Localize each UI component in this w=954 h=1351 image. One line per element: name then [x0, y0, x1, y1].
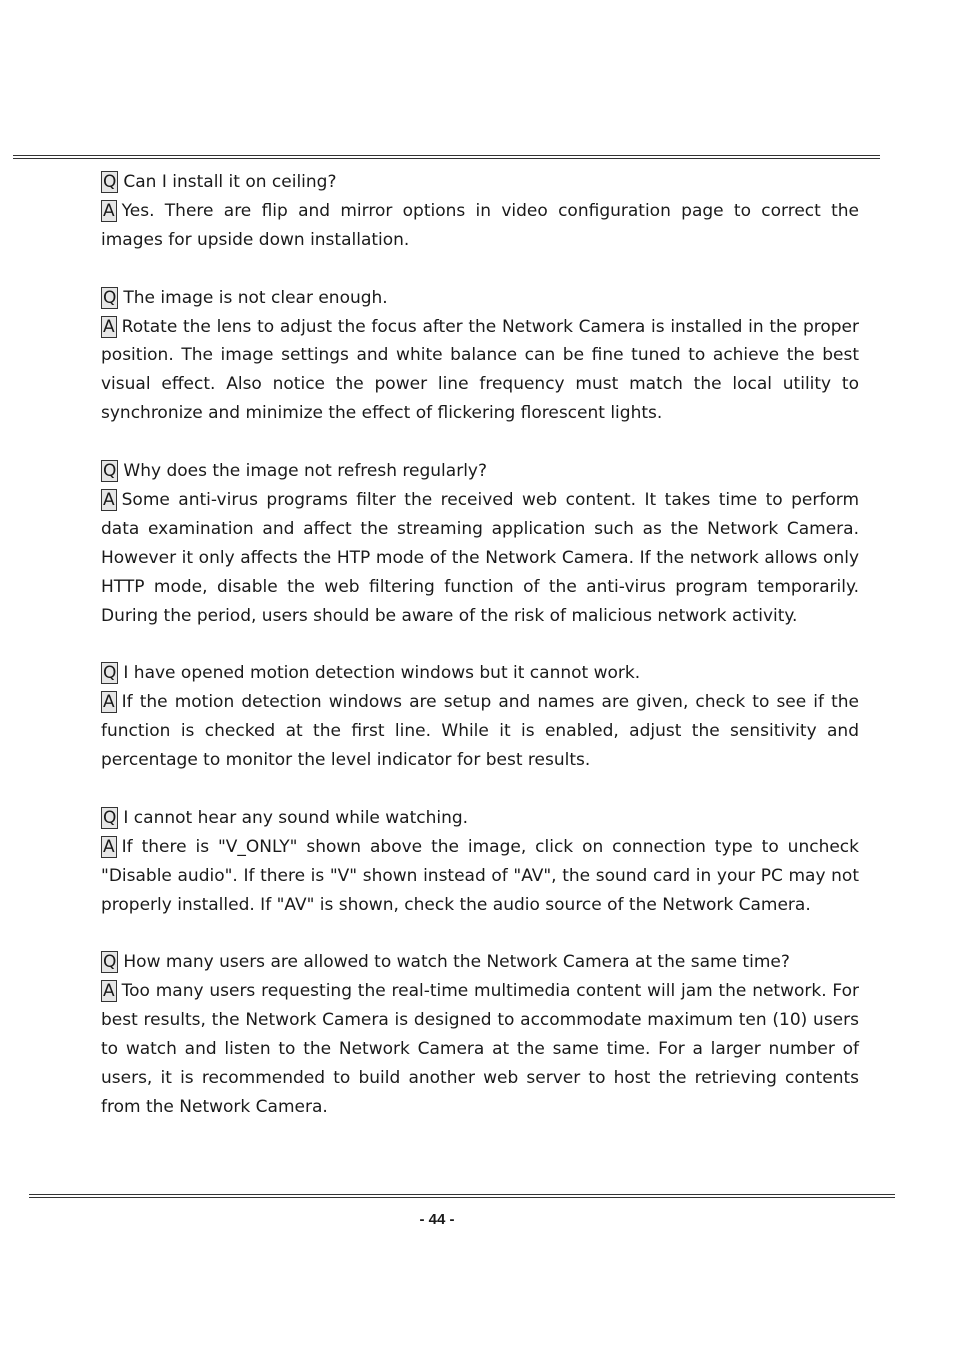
answer-line: [101, 833, 859, 920]
answer-text: If there is "V_ONLY" shown above the image, click on connection type to uncheck "Disable audio". If there is "V" shown instead of "AV", the sound card in your PC may not properly installed. If "AV" is shown, check the audio source of the Network Camera.: [101, 836, 859, 915]
faq-item: [101, 457, 859, 630]
faq-item: [101, 168, 859, 255]
answer-marker: A: [103, 316, 115, 337]
question-line: [101, 284, 859, 313]
question-text: I have opened motion detection windows but it cannot work.: [123, 663, 641, 684]
answer-marker: A: [103, 200, 115, 221]
answer-text: Some anti-virus programs filter the received web content. It takes time to perform data examination and affect the streaming application such as the Network Camera. However it only affects the HTP mode of the Network Camera. If the network allows only HTTP mode, disable the web filtering function of the anti-virus program temporarily. During the period, users should be aware of the risk of malicious network activity.: [101, 489, 859, 626]
faq-section: [101, 168, 859, 1151]
question-line: [101, 948, 859, 977]
answer-text: If the motion detection windows are setup and names are given, check to see if the function is checked at the first line. While it is enabled, adjust the sensitivity and percentage to monitor the level indicator for best results.: [101, 692, 859, 771]
question-line: [101, 457, 859, 486]
question-marker: Q: [103, 461, 117, 482]
question-text: Why does the image not refresh regularly?: [123, 461, 487, 482]
answer-marker: A: [103, 692, 115, 713]
answer-line: [101, 197, 859, 255]
question-text: How many users are allowed to watch the Network Camera at the same time?: [123, 952, 790, 973]
question-text: I cannot hear any sound while watching.: [123, 807, 469, 828]
question-marker: Q: [103, 287, 117, 308]
answer-line: [101, 688, 859, 775]
answer-line: [101, 313, 859, 429]
answer-text: Too many users requesting the real-time multimedia content will jam the network. For best results, the Network Camera is designed to accommodate maximum ten (10) users to watch and listen to the Network Camera at the same time. For a larger number of users, it is recommended to build another web server to host the retrieving contents from the Network Camera.: [101, 981, 859, 1117]
faq-item: [101, 804, 859, 920]
question-line: [101, 804, 859, 833]
answer-marker: A: [103, 836, 115, 857]
question-marker: Q: [103, 172, 117, 192]
question-text: Can I install it on ceiling?: [123, 172, 337, 192]
answer-marker: A: [103, 981, 115, 1002]
question-marker: Q: [103, 807, 117, 828]
question-text: The image is not clear enough.: [123, 287, 388, 308]
answer-marker: A: [103, 489, 115, 510]
question-line: [101, 168, 859, 197]
question-line: [101, 659, 859, 688]
page-number: - 44 -: [419, 1211, 455, 1228]
question-marker: Q: [103, 663, 117, 684]
faq-item: [101, 284, 859, 429]
header-rule: [13, 155, 880, 159]
faq-item: [101, 948, 859, 1121]
question-marker: Q: [103, 952, 117, 973]
answer-text: Rotate the lens to adjust the focus after the Network Camera is installed in the proper position. The image settings and white balance can be fine tuned to achieve the best visual effect. Also notice the power line frequency must match the local utility to synchronize and minimize the effect of flickering florescent lights.: [101, 316, 859, 424]
faq-item: [101, 659, 859, 775]
answer-line: [101, 977, 859, 1122]
answer-text: Yes. There are flip and mirror options in video configuration page to correct the images for upside down installation.: [101, 200, 859, 250]
footer-rule: [29, 1194, 895, 1198]
answer-line: [101, 486, 859, 631]
